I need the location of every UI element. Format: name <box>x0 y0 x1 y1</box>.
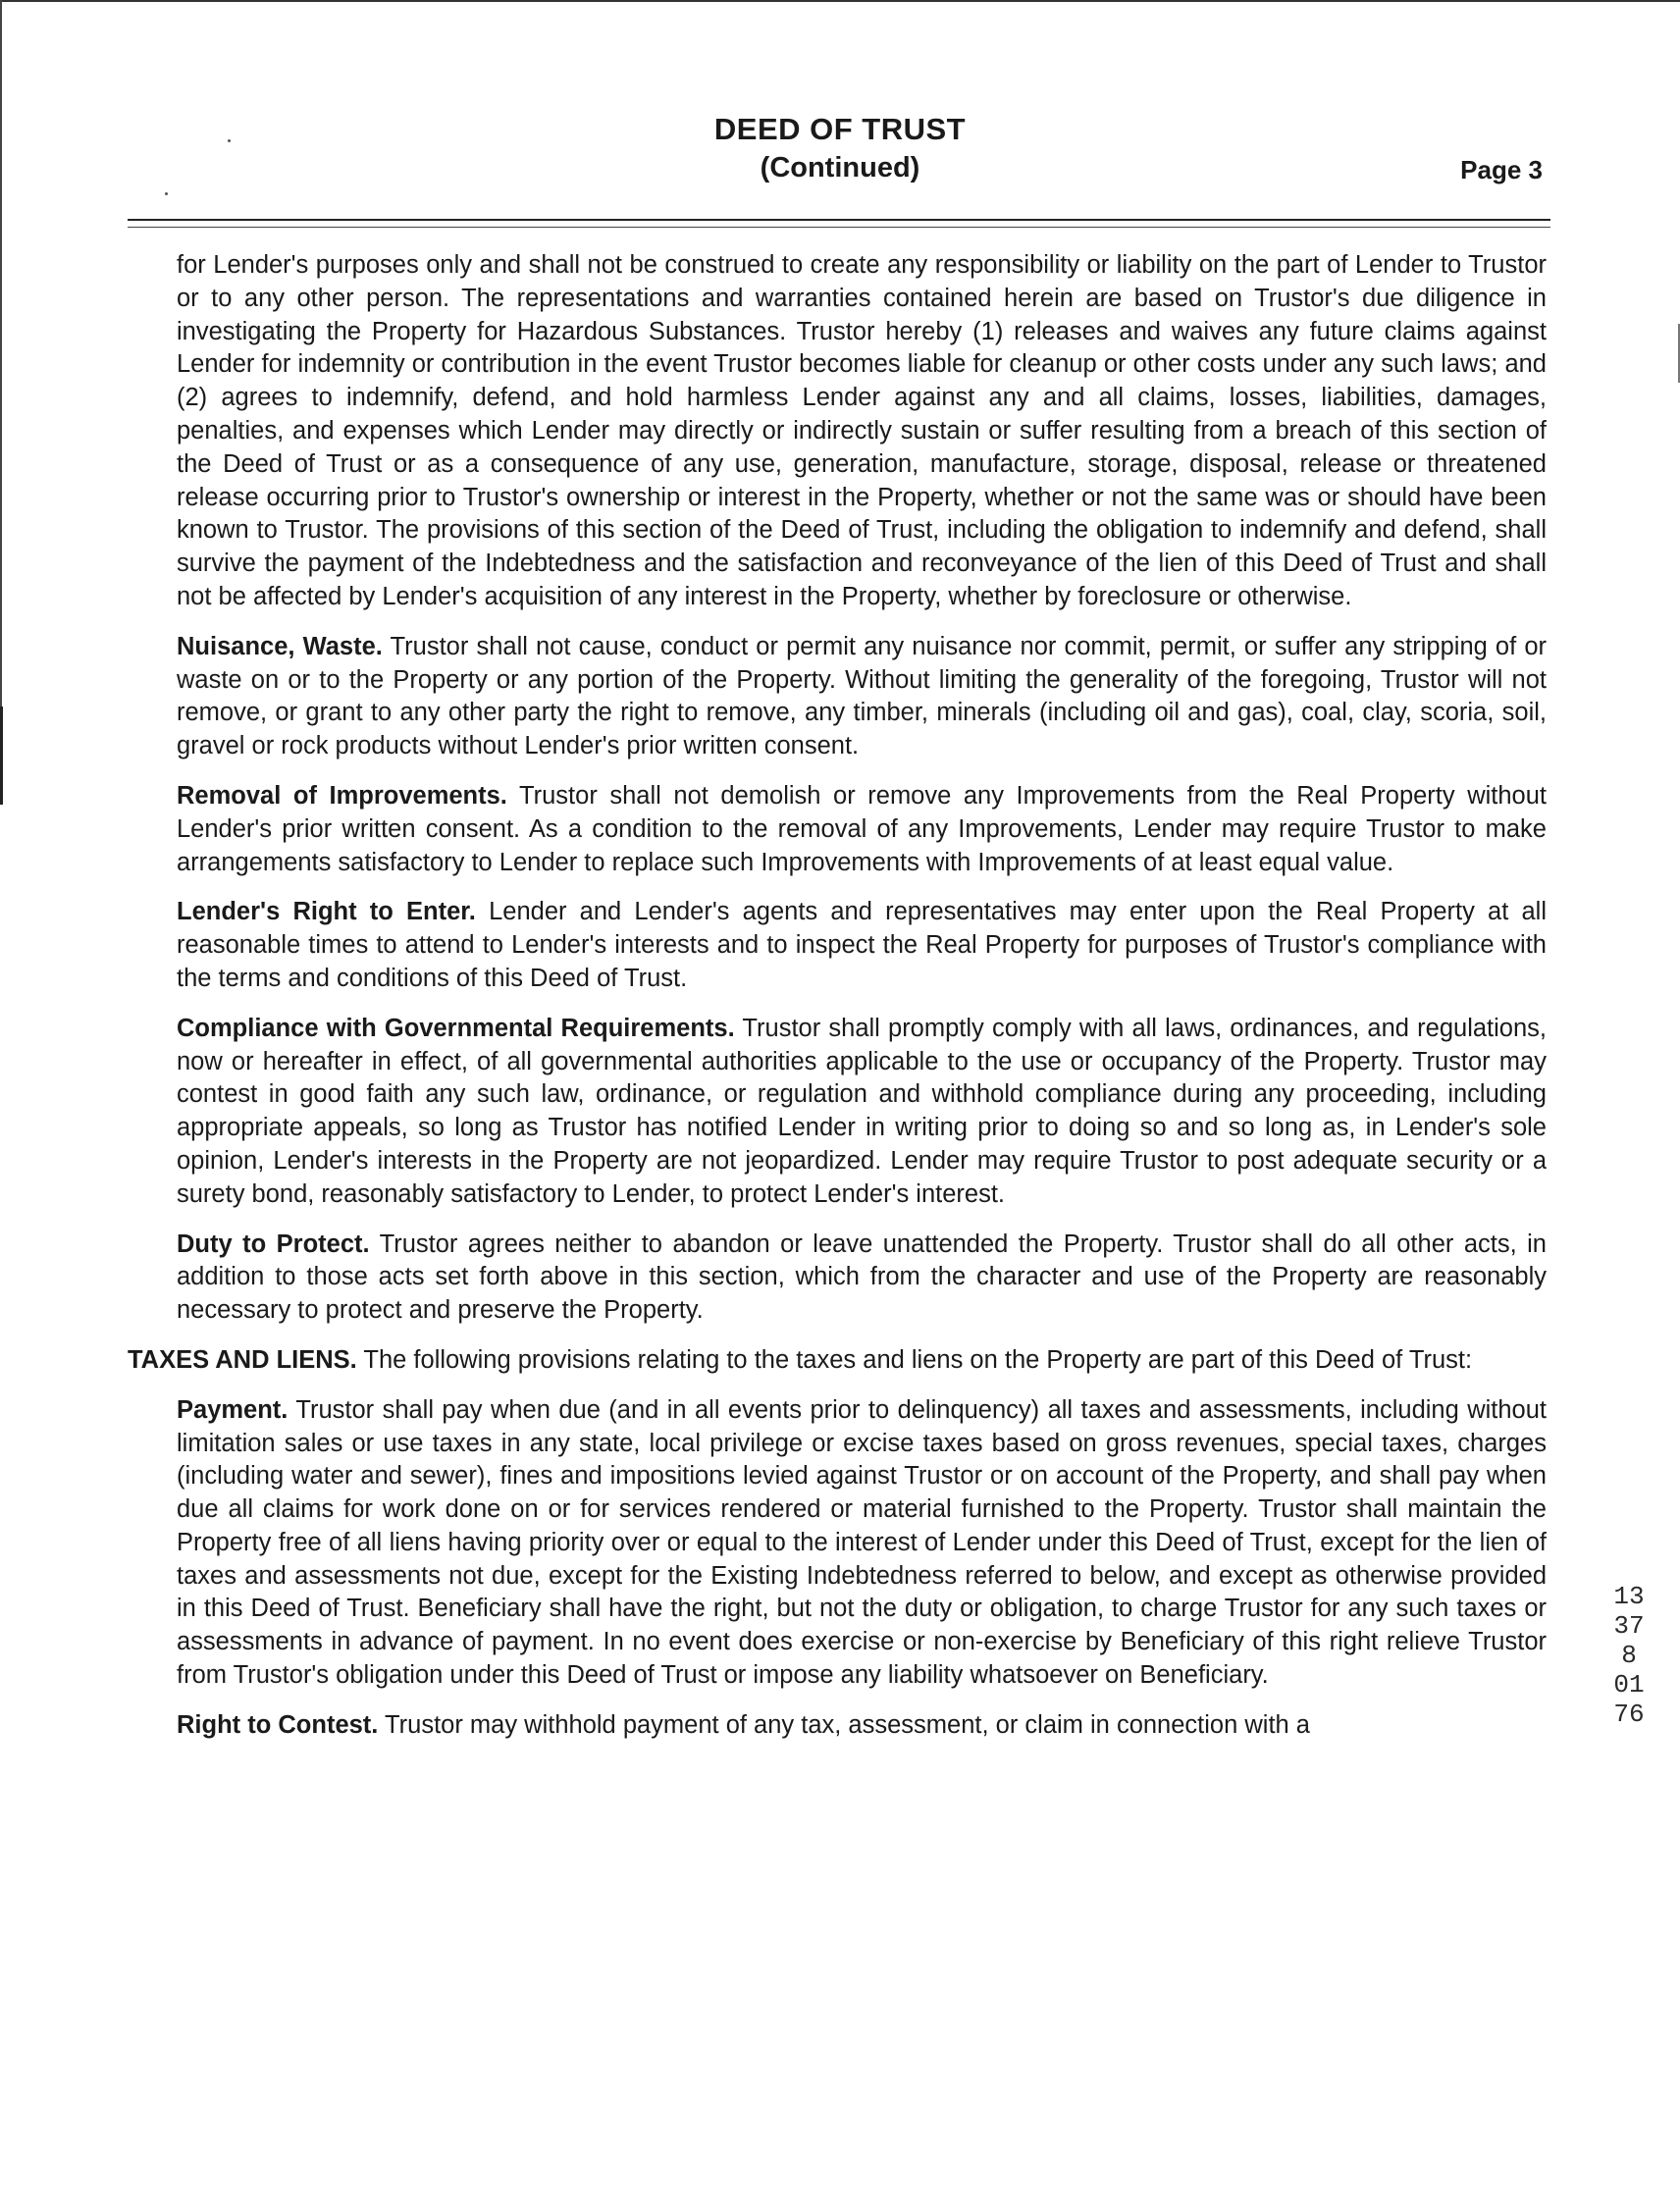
paragraph-text: Trustor shall not demolish or remove any Improvements from the Real Property without Lender's prior written consent. As a condition to the removal of any Improvements, Lender may require Trustor to make arrangements satisfactory to Lender to replace such Improvements with Improvements of at least equal value. <box>177 781 1548 876</box>
paragraph-hazardous-continued <box>177 249 1547 614</box>
scan-edge-left-dark <box>0 706 3 805</box>
paragraph-heading: Lender's Right to Enter. <box>177 898 476 926</box>
paragraph-text: Trustor may withhold payment of any tax, assessment, or claim in connection with a <box>378 1710 1310 1739</box>
paragraph-text: Trustor shall not cause, conduct or permit any nuisance nor commit, permit, or suffer any stripping of or waste on or to the Property or any portion of the Property. Without limiting the generality of the foregoing, Trustor will not remove, or grant to any other party the right to remove, any timber, minerals (including oil and gas), coal, clay, scoria, soil, gravel or rock products without Lender's prior written consent. <box>177 632 1547 760</box>
paragraph-removal-of-improvements <box>177 780 1547 879</box>
document-body <box>128 249 1548 1759</box>
paragraph-heading: Compliance with Governmental Requirements. <box>177 1014 735 1042</box>
header-rule-top <box>128 219 1550 221</box>
paragraph-heading: Nuisance, Waste. <box>177 632 383 660</box>
section-text: The following provisions relating to the taxes and liens on the Property are part of this Deed of Trust: <box>356 1345 1473 1374</box>
paragraph-duty-to-protect <box>177 1229 1547 1328</box>
recording-stamp-number: 13378 0176 <box>1613 1582 1645 1729</box>
document-subtitle: (Continued) <box>760 152 920 183</box>
paragraph-text: Trustor agrees neither to abandon or leave unattended the Property. Trustor shall do all other acts, in addition to those acts set forth above in this section, which from the character and use of the Property are reasonably necessary to protect and preserve the Property. <box>177 1230 1547 1325</box>
paragraph-right-to-enter <box>177 896 1547 995</box>
paragraph-nuisance-waste <box>177 631 1547 763</box>
paragraph-compliance <box>177 1013 1547 1212</box>
paragraph-payment <box>177 1394 1547 1693</box>
paragraph-text: Lender and Lender's agents and representatives may enter upon the Real Property at all reasonable times to attend to Lender's interests and to inspect the Real Property for purposes of Trustor's compliance with the terms and conditions of this Deed of Trust. <box>177 898 1548 992</box>
document-title: DEED OF TRUST <box>713 112 967 146</box>
scan-speck <box>165 192 168 195</box>
paragraph-right-to-contest <box>177 1709 1547 1743</box>
paragraph-text: Trustor shall promptly comply with all laws, ordinances, and regulations, now or hereafter in effect, of all governmental authorities applicable to the use or occupancy of the Property. Trustor may contest in good faith any such law, ordinance, or regulation and withhold compliance during any proceeding, including appropriate appeals, so long as Trustor has notified Lender in writing prior to doing so and so long as, in Lender's sole opinion, Lender's interests in the Property are not jeopardized. Lender may require Trustor to post adequate security or a surety bond, reasonably satisfactory to Lender, to protect Lender's interest. <box>177 1014 1547 1208</box>
scan-edge-top <box>0 0 1680 2</box>
paragraph-heading: Removal of Improvements. <box>177 781 507 810</box>
section-taxes-and-liens <box>128 1344 1547 1378</box>
document-header <box>0 110 1680 186</box>
paragraph-text: for Lender's purposes only and shall not be construed to create any responsibility or liability on the part of Lender to Trustor or to any other person. The representations and warranties contained herein are based on Trustor's due diligence in investigating the Property for Hazardous Substances. Trustor hereby (1) releases and waives any future claims against Lender for indemnity or contribution in the event Trustor becomes liable for cleanup or other costs under any such laws; and (2) agrees to indemnify, defend, and hold harmless Lender against any and all claims, losses, liabilities, damages, penalties, and expenses which Lender may directly or indirectly sustain or suffer resulting from a breach of this section of the Deed of Trust or as a consequence of any use, generation, manufacture, storage, disposal, release or threatened release occurring prior to Trustor's ownership or interest in the Property, whether or not the same was or should have been known to Trustor. The provisions of this section of the Deed of Trust, including the obligation to indemnify and defend, shall survive the payment of the Indebtedness and the satisfaction and reconveyance of the lien of this Deed of Trust and shall not be affected by Lender's acquisition of any interest in the Property, whether by foreclosure or otherwise. <box>177 251 1547 610</box>
paragraph-text: Trustor shall pay when due (and in all events prior to delinquency) all taxes and assessments, including without limitation sales or use taxes in any state, local privilege or excise taxes based on gross revenues, special taxes, charges (including water and sewer), fines and impositions levied against Trustor or on account of the Property, and shall pay when due all claims for work done on or for services rendered or material furnished to the Property. Trustor shall maintain the Property free of all liens having priority over or equal to the interest of Lender under this Deed of Trust, except for the lien of taxes and assessments not due, except for the Existing Indebtedness referred to below, and except as otherwise provided in this Deed of Trust. Beneficiary shall have the right, but not the duty or obligation, to charge Trustor for any such taxes or assessments in advance of payment. In no event does exercise or non-exercise by Beneficiary of this right relieve Trustor from Trustor's obligation under this Deed of Trust or impose any liability whatsoever on Beneficiary. <box>177 1395 1547 1690</box>
header-rule-bottom <box>128 227 1550 228</box>
paragraph-heading: Duty to Protect. <box>177 1230 370 1258</box>
paragraph-heading: Right to Contest. <box>177 1710 379 1739</box>
paragraph-heading: Payment. <box>177 1395 289 1424</box>
section-heading: TAXES AND LIENS. <box>128 1345 357 1374</box>
page-number: Page 3 <box>1460 155 1543 184</box>
